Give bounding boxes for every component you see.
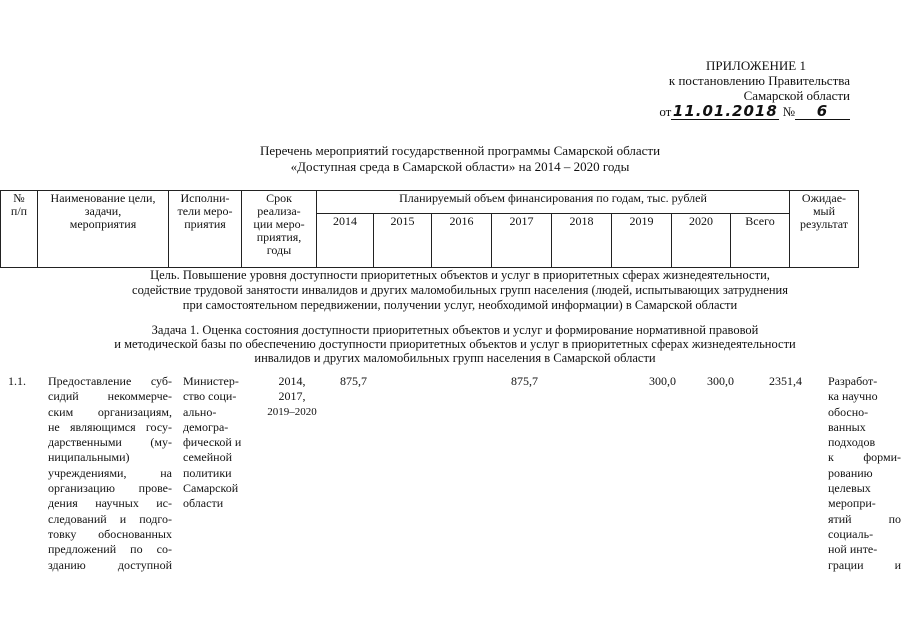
row-result-line: ной инте-: [828, 542, 878, 557]
document-title-line1: Перечень мероприятий государственной программы Самарской области: [259, 143, 661, 158]
handwritten-number: 6: [795, 104, 850, 120]
header-name-line: Наименование цели,: [50, 191, 156, 205]
goal-text: [90, 268, 830, 313]
row-result-line: рованию: [828, 465, 873, 480]
header-term-line: годы: [266, 243, 292, 257]
header-term-line: реализа-: [257, 204, 301, 218]
task-line: инвалидов и других маломобильных групп населения в Самарской области: [254, 351, 656, 365]
header-name-line: мероприятия: [69, 217, 137, 231]
row-name-line: сидий некоммерче-: [48, 389, 172, 404]
header-name-line: задачи,: [84, 204, 122, 218]
number-prefix: №: [782, 104, 795, 119]
header-result-line: результат: [799, 217, 849, 231]
header-num-line: №: [13, 191, 25, 205]
header-executors-line: тели меро-: [177, 204, 233, 218]
table-header: [0, 190, 859, 268]
appendix-line2: к постановлению Правительства: [668, 73, 850, 88]
row-result-line: меропри-: [828, 496, 876, 511]
row-name-line: следований и подго-: [48, 511, 172, 526]
header-result-line: Ожидае-: [801, 191, 847, 205]
date-prefix: от: [659, 104, 672, 119]
header-year-2014: 2014: [317, 213, 374, 267]
header-term-line: ции меро-: [253, 217, 305, 231]
row-name-line: дения научных ис-: [48, 496, 172, 511]
header-year-2020: 2020: [672, 213, 731, 267]
row-name-line: зданию доступной: [48, 557, 172, 572]
row-result-line: к форми-: [828, 450, 901, 465]
row-result-line: социаль-: [828, 526, 874, 541]
row-name-line: дарственными (му-: [48, 435, 172, 450]
row-executor-line: фической и: [183, 435, 242, 450]
row-name-line: учреждениями, на: [48, 465, 172, 480]
goal-line: Цель. Повышение уровня доступности приоритетных объектов и услуг в приоритетных сферах жизнедеятельности,: [150, 268, 770, 282]
header-name: [38, 191, 169, 268]
row-value-2019: 300,0: [649, 374, 676, 388]
row-executor-line: Министер-: [183, 374, 239, 388]
appendix-signature-line: [600, 104, 850, 120]
row-result: [828, 374, 901, 573]
row-executor: [183, 374, 253, 512]
header-result-line: мый: [812, 204, 836, 218]
row-value-2014: 875,7: [340, 374, 367, 388]
row-result-line: целевых: [828, 481, 871, 496]
row-number: 1.1.: [8, 374, 26, 388]
row-result-line: ятий по: [828, 511, 901, 526]
row-name-line: не являющимся госу-: [48, 419, 172, 434]
row-executor-line: семейной: [183, 450, 232, 465]
task-text: [60, 323, 850, 365]
header-financing: Планируемый объем финансирования по годам, тыс. рублей: [317, 191, 790, 214]
row-result-line: подходов: [828, 435, 876, 450]
row-result-line: Разработ-: [828, 374, 878, 388]
row-name-line: предложений по со-: [48, 542, 172, 557]
header-year-2018: 2018: [552, 213, 612, 267]
header-executors-line: Исполни-: [180, 191, 230, 205]
appendix-block: [600, 58, 850, 120]
row-name-line: ским организациям,: [48, 404, 172, 419]
row-result-line: обосно-: [828, 404, 869, 419]
header-year-2015: 2015: [374, 213, 432, 267]
goal-line: содействие трудовой занятости инвалидов и других маломобильных групп населения (людей, испытывающих затруднения: [132, 283, 788, 297]
row-name-line: товку обоснованных: [48, 526, 172, 541]
row-executor-line: демогра-: [183, 419, 229, 434]
header-executors: [169, 191, 242, 268]
row-name-line: ниципальными): [48, 450, 130, 465]
header-num: [1, 191, 38, 268]
row-value-total: 2351,4: [769, 374, 802, 388]
row-executor-line: Самарской: [183, 481, 239, 496]
row-result-line: ка научно: [828, 389, 878, 404]
header-year-2019: 2019: [612, 213, 672, 267]
header-term-line: Срок: [266, 191, 292, 205]
row-value-2020: 300,0: [707, 374, 734, 388]
document-title-line2: «Доступная среда в Самарской области» на 2014 – 2020 годы: [290, 159, 630, 174]
header-term: [242, 191, 317, 268]
row-executor-line: политики: [183, 465, 232, 480]
row-executor-line: ально-: [183, 404, 217, 419]
row-name: [48, 374, 172, 573]
task-line: и методической базы по обеспечению доступности приоритетных объектов и услуг в приоритетных сферах жизнедеятельности: [114, 337, 796, 351]
header-year-2017: 2017: [492, 213, 552, 267]
row-result-line: грации и: [828, 557, 901, 572]
header-term-line: приятия,: [256, 230, 302, 244]
header-total: Всего: [731, 213, 790, 267]
document-title: [150, 143, 770, 175]
header-num-line: п/п: [10, 204, 28, 218]
row-executor-line: ство соци-: [183, 389, 237, 404]
row-name-line: организацию прове-: [48, 481, 172, 496]
row-term-line: 2019–2020: [267, 405, 317, 418]
row-value-2017: 875,7: [511, 374, 538, 388]
row-name-line: Предоставление суб-: [48, 374, 172, 388]
header-year-2016: 2016: [432, 213, 492, 267]
goal-line: при самостоятельном передвижении, получении услуг, необходимой информации) в Самарской области: [182, 298, 738, 312]
row-executor-line: области: [183, 496, 224, 511]
appendix-line3: Самарской области: [743, 88, 850, 103]
header-executors-line: приятия: [184, 217, 226, 231]
header-result: [790, 191, 859, 268]
row-term-line: 2014,: [278, 374, 306, 388]
row-term-line: 2017,: [278, 389, 306, 404]
handwritten-date: 11.01.2018: [672, 102, 778, 120]
row-term: [262, 374, 322, 420]
appendix-title: ПРИЛОЖЕНИЕ 1: [706, 58, 806, 73]
task-line: Задача 1. Оценка состояния доступности приоритетных объектов и услуг и формирование нормативной правовой: [151, 323, 759, 337]
row-result-line: ванных: [828, 419, 866, 434]
